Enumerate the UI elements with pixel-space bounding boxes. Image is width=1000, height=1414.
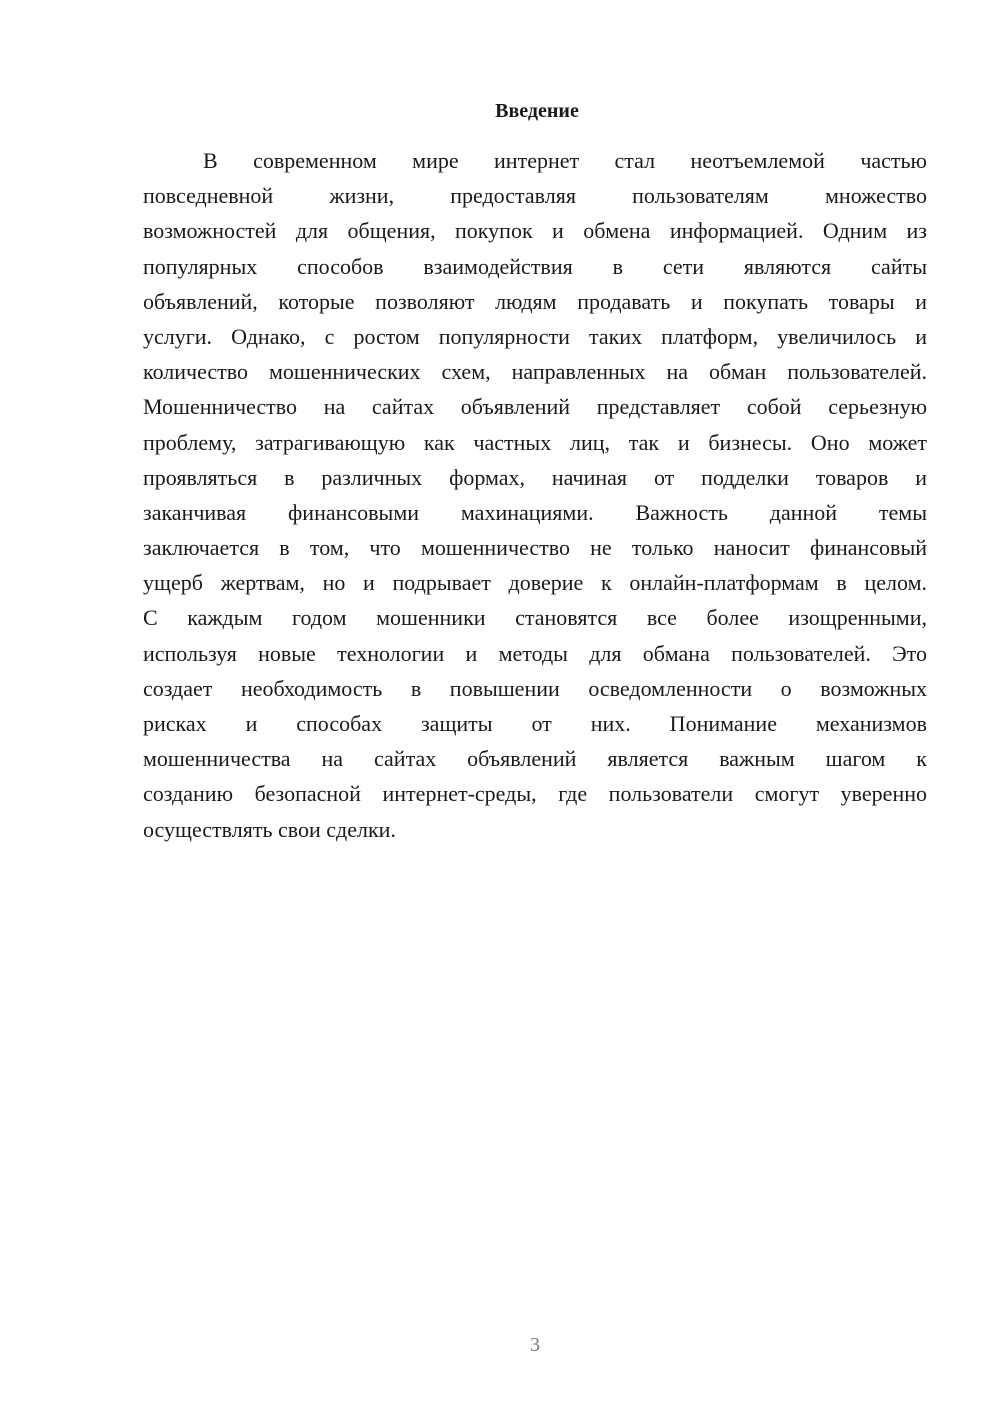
page-number: 3: [530, 1334, 540, 1356]
text-line: ущерб жертвам, но и подрывает доверие к онлайн-платформам в целом.: [143, 570, 927, 596]
text-line: популярных способов взаимодействия в сети являются сайты: [143, 253, 927, 279]
text-line: повседневной жизни, предоставляя пользователям множество: [143, 183, 927, 209]
text-line: заканчивая финансовыми махинациями. Важность данной темы: [143, 499, 927, 525]
text-line: Мошенничество на сайтах объявлений представляет собой серьезную: [143, 394, 927, 420]
text-line: мошенничества на сайтах объявлений является важным шагом к: [143, 746, 927, 772]
text-line: создает необходимость в повышении осведомленности о возможных: [143, 675, 927, 701]
text-line: проявляться в различных формах, начиная от подделки товаров и: [143, 464, 927, 490]
text-line: рисках и способах защиты от них. Понимание механизмов: [143, 711, 927, 736]
text-line: В современном мире интернет стал неотъемлемой частью: [203, 148, 927, 173]
text-line: возможностей для общения, покупок и обмена информацией. Одним из: [143, 218, 927, 244]
text-line: объявлений, которые позволяют людям продавать и покупать товары и: [143, 288, 927, 314]
text-line: созданию безопасной интернет-среды, где пользователи смогут уверенно: [143, 781, 927, 807]
text-line: проблему, затрагивающую как частных лиц, так и бизнесы. Оно может: [143, 429, 927, 455]
body-paragraph: [143, 143, 927, 847]
text-line: количество мошеннических схем, направленных на обман пользователей.: [143, 359, 927, 385]
section-title: Введение: [495, 100, 579, 122]
text-line: осуществлять свои сделки.: [143, 816, 396, 842]
text-line: заключается в том, что мошенничество не только наносит финансовый: [143, 535, 927, 561]
text-line: используя новые технологии и методы для обмана пользователей. Это: [143, 640, 927, 666]
text-line: услуги. Однако, с ростом популярности таких платформ, увеличилось и: [143, 323, 927, 349]
text-line: С каждым годом мошенники становятся все более изощренными,: [143, 605, 927, 631]
